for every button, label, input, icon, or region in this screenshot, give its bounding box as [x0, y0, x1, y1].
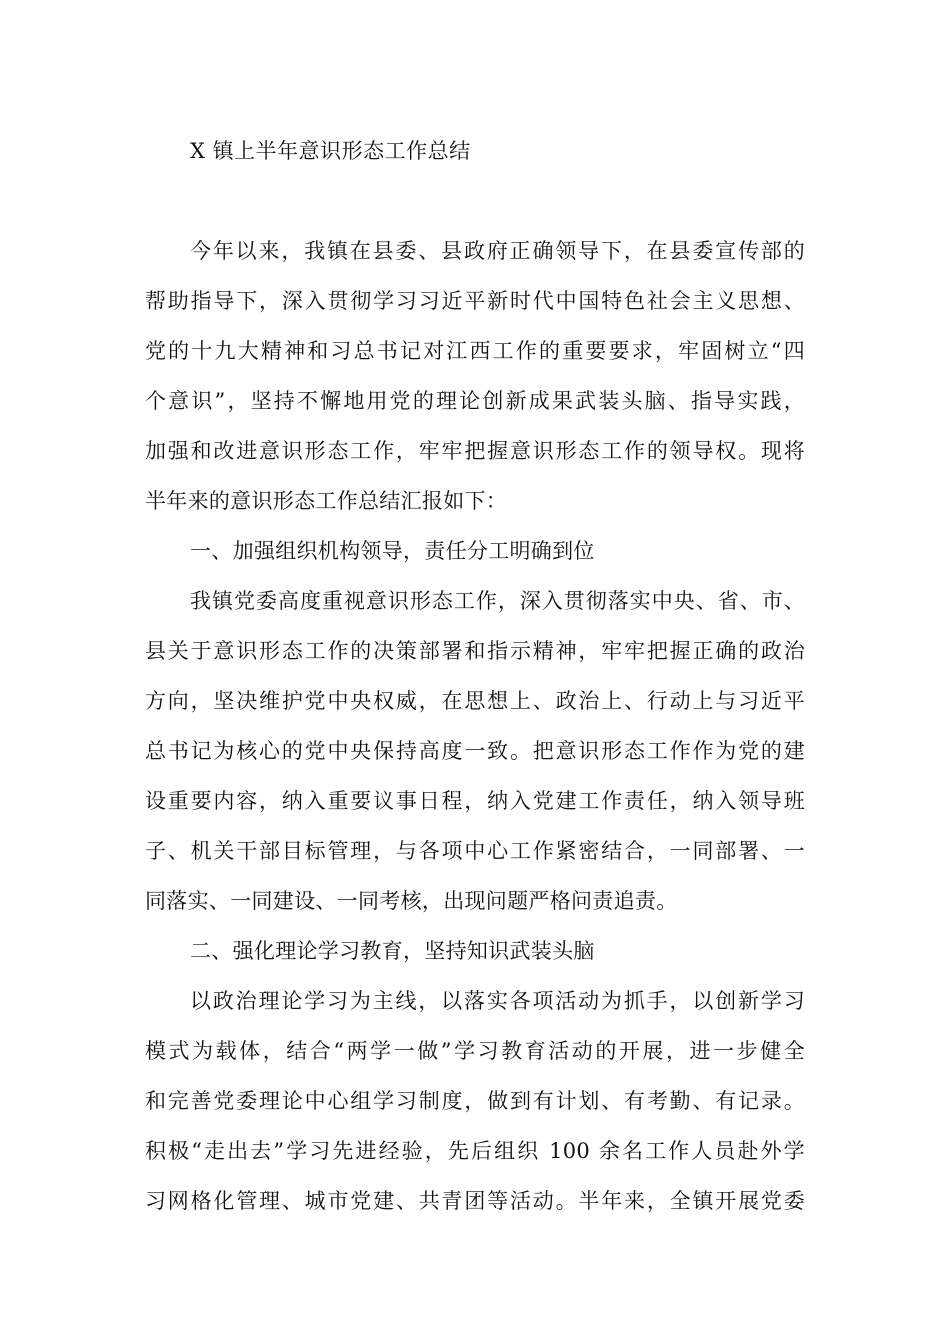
document-title: X 镇上半年意识形态工作总结: [190, 139, 471, 163]
section-heading: 二、强化理论学习教育，坚持知识武装头脑: [190, 939, 595, 963]
paragraph-line: 子、机关干部目标管理，与各项中心工作紧密结合，一同部署、一: [145, 839, 805, 863]
section-heading: 一、加强组织机构领导，责任分工明确到位: [190, 539, 595, 563]
paragraph-line: 模式为载体，结合“两学一做”学习教育活动的开展，进一步健全: [145, 1039, 805, 1063]
paragraph-line: 县关于意识形态工作的决策部署和指示精神，牢牢把握正确的政治: [145, 639, 805, 663]
paragraph-line: 方向，坚决维护党中央权威，在思想上、政治上、行动上与习近平: [145, 689, 805, 713]
paragraph-line: 加强和改进意识形态工作，牢牢把握意识形态工作的领导权。现将: [145, 439, 805, 463]
paragraph-line: 党的十九大精神和习总书记对江西工作的重要要求，牢固树立“四: [145, 339, 805, 363]
paragraph-line: 和完善党委理论中心组学习制度，做到有计划、有考勤、有记录。: [145, 1089, 805, 1113]
paragraph-line: 同落实、一同建设、一同考核，出现问题严格问责追责。: [145, 889, 678, 913]
paragraph-line: 设重要内容，纳入重要议事日程，纳入党建工作责任，纳入领导班: [145, 789, 805, 813]
paragraph-line: 个意识”，坚持不懈地用党的理论创新成果武装头脑、指导实践，: [145, 389, 805, 413]
paragraph-line: 我镇党委高度重视意识形态工作，深入贯彻落实中央、省、市、: [190, 589, 805, 613]
paragraph-line: 积极“走出去”学习先进经验，先后组织 100 余名工作人员赴外学: [145, 1139, 805, 1163]
paragraph-line: 总书记为核心的党中央保持高度一致。把意识形态工作作为党的建: [145, 739, 805, 763]
paragraph-line: 以政治理论学习为主线，以落实各项活动为抓手，以创新学习: [190, 989, 805, 1013]
paragraph-line: 帮助指导下，深入贯彻学习习近平新时代中国特色社会主义思想、: [145, 289, 805, 313]
paragraph-line: 半年来的意识形态工作总结汇报如下：: [145, 489, 508, 513]
paragraph-line: 习网格化管理、城市党建、共青团等活动。半年来，全镇开展党委: [145, 1189, 805, 1213]
paragraph-line: 今年以来，我镇在县委、县政府正确领导下，在县委宣传部的: [190, 239, 805, 263]
